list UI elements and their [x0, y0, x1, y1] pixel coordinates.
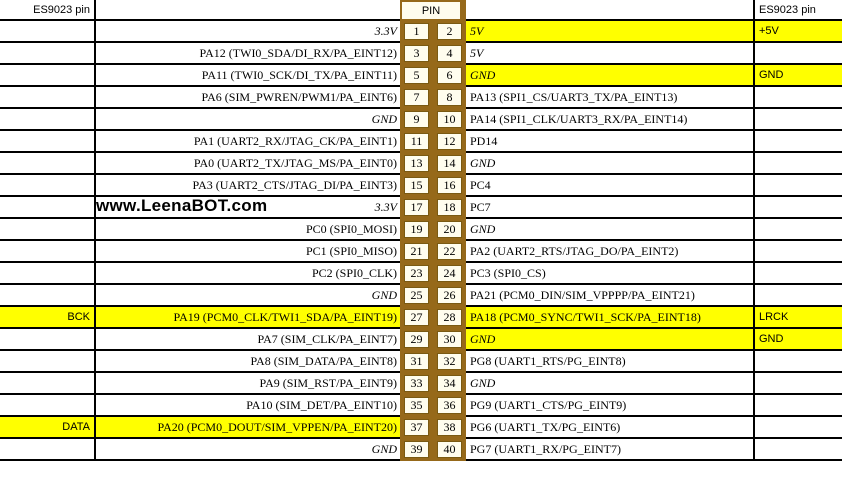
- right-section: [466, 373, 842, 395]
- pin-even-cell: 36: [437, 397, 462, 414]
- function-right-cell: PC7: [466, 197, 755, 217]
- es9023-right-cell: [755, 373, 842, 393]
- right-section: [466, 87, 842, 109]
- function-right-cell: PD14: [466, 131, 755, 151]
- pin-even-cell: 18: [437, 199, 462, 216]
- es9023-left-cell: [0, 285, 96, 305]
- right-section: [466, 219, 842, 241]
- function-left-cell: PA19 (PCM0_CLK/TWI1_SDA/PA_EINT19): [96, 307, 400, 327]
- right-section: [466, 21, 842, 43]
- pin-even-cell: 30: [437, 331, 462, 348]
- pin-even-cell: 6: [437, 67, 462, 84]
- function-left-cell: PC1 (SPI0_MISO): [305, 243, 397, 258]
- pin-odd-cell: 23: [404, 265, 429, 282]
- function-right-cell: PA13 (SPI1_CS/UART3_TX/PA_EINT13): [466, 87, 755, 107]
- left-section: [0, 65, 400, 87]
- right-section: [466, 109, 842, 131]
- function-right-cell: PA2 (UART2_RTS/JTAG_DO/PA_EINT2): [466, 241, 755, 261]
- pin-odd-cell: 1: [404, 23, 429, 40]
- watermark-text: www.LeenaBOT.com: [96, 196, 268, 215]
- es9023-left-cell: [0, 241, 96, 261]
- left-section: [0, 263, 400, 285]
- pin-odd-cell: 29: [404, 331, 429, 348]
- function-right-cell: PG6 (UART1_TX/PG_EINT6): [466, 417, 755, 437]
- right-section: [466, 263, 842, 285]
- left-section: [0, 351, 400, 373]
- pin-odd-cell: 39: [404, 441, 429, 458]
- pin-even-cell: 26: [437, 287, 462, 304]
- left-section: [0, 241, 400, 263]
- function-right-cell: PC3 (SPI0_CS): [466, 263, 755, 283]
- es9023-left-cell: [0, 439, 96, 459]
- left-section: [0, 153, 400, 175]
- left-section: [0, 439, 400, 461]
- es9023-right-cell: [755, 263, 842, 283]
- es9023-left-cell: [0, 109, 96, 129]
- function-right-cell: 5V: [466, 43, 755, 63]
- pin-even-cell: 22: [437, 243, 462, 260]
- function-left-cell: PA3 (UART2_CTS/JTAG_DI/PA_EINT3): [192, 177, 397, 192]
- right-section: [466, 153, 842, 175]
- pin-even-cell: 4: [437, 45, 462, 62]
- header-left-spacer: [96, 0, 400, 19]
- left-section: [0, 219, 400, 241]
- pin-odd-cell: 35: [404, 397, 429, 414]
- pin-even-cell: 28: [437, 309, 462, 326]
- es9023-right-cell: GND: [755, 65, 842, 85]
- es9023-right-cell: [755, 351, 842, 371]
- pin-number-block: [400, 0, 466, 461]
- pin-even-cell: 34: [437, 375, 462, 392]
- header-right-spacer: [466, 0, 755, 19]
- function-right-cell: GND: [466, 373, 755, 393]
- left-section: [0, 175, 400, 197]
- function-right-cell: PA14 (SPI1_CLK/UART3_RX/PA_EINT14): [466, 109, 755, 129]
- es9023-right-cell: [755, 219, 842, 239]
- pin-even-cell: 40: [437, 441, 462, 458]
- pin-odd-cell: 15: [404, 177, 429, 194]
- function-left-cell: GND: [371, 441, 397, 456]
- header-right-section: [466, 0, 842, 21]
- left-section: [0, 373, 400, 395]
- function-left-cell: PA10 (SIM_DET/PA_EINT10): [246, 397, 397, 412]
- pin-odd-cell: 19: [404, 221, 429, 238]
- es9023-left-cell: [0, 21, 96, 41]
- es9023-left-header: ES9023 pin: [0, 0, 96, 19]
- es9023-left-cell: [0, 153, 96, 173]
- es9023-left-cell: [0, 263, 96, 283]
- right-section: [466, 417, 842, 439]
- function-right-cell: PG9 (UART1_CTS/PG_EINT9): [466, 395, 755, 415]
- left-section: [0, 87, 400, 109]
- left-section: [0, 307, 400, 329]
- es9023-right-cell: [755, 43, 842, 63]
- pin-odd-cell: 31: [404, 353, 429, 370]
- es9023-right-cell: LRCK: [755, 307, 842, 327]
- function-left-cell: PA20 (PCM0_DOUT/SIM_VPPEN/PA_EINT20): [96, 417, 400, 437]
- pin-header-cell: PIN: [402, 2, 460, 19]
- left-section: [0, 285, 400, 307]
- function-left-cell: 3.3V: [374, 199, 397, 214]
- left-section: [0, 417, 400, 439]
- pin-even-cell: 8: [437, 89, 462, 106]
- function-left-cell: PA0 (UART2_TX/JTAG_MS/PA_EINT0): [193, 155, 397, 170]
- right-section: [466, 329, 842, 351]
- es9023-right-cell: [755, 109, 842, 129]
- es9023-right-cell: [755, 439, 842, 459]
- function-right-cell: PA21 (PCM0_DIN/SIM_VPPPP/PA_EINT21): [466, 285, 755, 305]
- es9023-left-cell: [0, 197, 96, 217]
- pin-odd-cell: 27: [404, 309, 429, 326]
- es9023-left-cell: [0, 65, 96, 85]
- function-right-cell: PG8 (UART1_RTS/PG_EINT8): [466, 351, 755, 371]
- function-right-cell: 5V: [466, 21, 755, 41]
- pin-even-cell: 32: [437, 353, 462, 370]
- pin-even-cell: 12: [437, 133, 462, 150]
- pin-odd-cell: 3: [404, 45, 429, 62]
- es9023-left-cell: DATA: [0, 417, 96, 437]
- pin-even-cell: 14: [437, 155, 462, 172]
- es9023-left-cell: [0, 351, 96, 371]
- function-left-cell: PA1 (UART2_RX/JTAG_CK/PA_EINT1): [193, 133, 397, 148]
- function-left-cell: PC2 (SPI0_CLK): [311, 265, 397, 280]
- pin-even-cell: 2: [437, 23, 462, 40]
- function-left-cell: PA9 (SIM_RST/PA_EINT9): [259, 375, 397, 390]
- function-left-cell: GND: [371, 111, 397, 126]
- left-section: [0, 131, 400, 153]
- right-section: [466, 175, 842, 197]
- right-section: [466, 395, 842, 417]
- left-section: [0, 329, 400, 351]
- pin-even-cell: 38: [437, 419, 462, 436]
- es9023-right-cell: [755, 87, 842, 107]
- es9023-left-cell: [0, 87, 96, 107]
- es9023-right-cell: [755, 131, 842, 151]
- pin-even-cell: 10: [437, 111, 462, 128]
- function-left-cell: GND: [371, 287, 397, 302]
- left-section: [0, 395, 400, 417]
- pin-odd-cell: 21: [404, 243, 429, 260]
- function-left-cell: PA8 (SIM_DATA/PA_EINT8): [250, 353, 397, 368]
- pin-even-cell: 24: [437, 265, 462, 282]
- function-right-cell: GND: [466, 329, 755, 349]
- pin-odd-cell: 13: [404, 155, 429, 172]
- function-right-cell: PC4: [466, 175, 755, 195]
- es9023-left-cell: [0, 373, 96, 393]
- pin-odd-cell: 17: [404, 199, 429, 216]
- pin-even-cell: 20: [437, 221, 462, 238]
- es9023-left-cell: [0, 175, 96, 195]
- pin-odd-cell: 9: [404, 111, 429, 128]
- es9023-right-cell: [755, 417, 842, 437]
- left-section: [0, 109, 400, 131]
- function-right-cell: PG7 (UART1_RX/PG_EINT7): [466, 439, 755, 459]
- function-right-cell: PA18 (PCM0_SYNC/TWI1_SCK/PA_EINT18): [466, 307, 755, 327]
- pin-odd-cell: 37: [404, 419, 429, 436]
- right-section: [466, 197, 842, 219]
- es9023-right-cell: +5V: [755, 21, 842, 41]
- function-left-cell: PC0 (SPI0_MOSI): [305, 221, 397, 236]
- pin-odd-cell: 25: [404, 287, 429, 304]
- es9023-left-cell: [0, 219, 96, 239]
- es9023-left-cell: [0, 329, 96, 349]
- es9023-right-cell: [755, 197, 842, 217]
- pin-odd-cell: 5: [404, 67, 429, 84]
- pin-odd-cell: 7: [404, 89, 429, 106]
- right-section: [466, 131, 842, 153]
- function-left-cell: PA11 (TWI0_SCK/DI_TX/PA_EINT11): [201, 67, 397, 82]
- pin-even-cell: 16: [437, 177, 462, 194]
- es9023-right-cell: [755, 285, 842, 305]
- right-section: [466, 351, 842, 373]
- es9023-right-cell: [755, 241, 842, 261]
- es9023-right-cell: [755, 175, 842, 195]
- left-section: [0, 21, 400, 43]
- function-right-cell: GND: [466, 219, 755, 239]
- left-section: [0, 43, 400, 65]
- es9023-left-cell: [0, 395, 96, 415]
- function-right-cell: GND: [466, 153, 755, 173]
- function-right-cell: GND: [466, 65, 755, 85]
- function-left-cell: PA7 (SIM_CLK/PA_EINT7): [257, 331, 397, 346]
- es9023-right-cell: [755, 395, 842, 415]
- es9023-right-cell: [755, 153, 842, 173]
- es9023-left-cell: BCK: [0, 307, 96, 327]
- function-left-cell: 3.3V: [374, 23, 397, 38]
- right-section: [466, 241, 842, 263]
- right-section: [466, 285, 842, 307]
- es9023-right-header: ES9023 pin: [759, 3, 816, 16]
- right-section: [466, 307, 842, 329]
- pin-odd-cell: 33: [404, 375, 429, 392]
- function-left-cell: PA12 (TWI0_SDA/DI_RX/PA_EINT12): [199, 45, 397, 60]
- right-section: [466, 439, 842, 461]
- es9023-left-cell: [0, 131, 96, 151]
- header-left-section: [0, 0, 400, 21]
- function-left-cell: PA6 (SIM_PWREN/PWM1/PA_EINT6): [201, 89, 397, 104]
- right-section: [466, 65, 842, 87]
- es9023-right-cell: GND: [755, 329, 842, 349]
- es9023-left-cell: [0, 43, 96, 63]
- pin-odd-cell: 11: [404, 133, 429, 150]
- right-section: [466, 43, 842, 65]
